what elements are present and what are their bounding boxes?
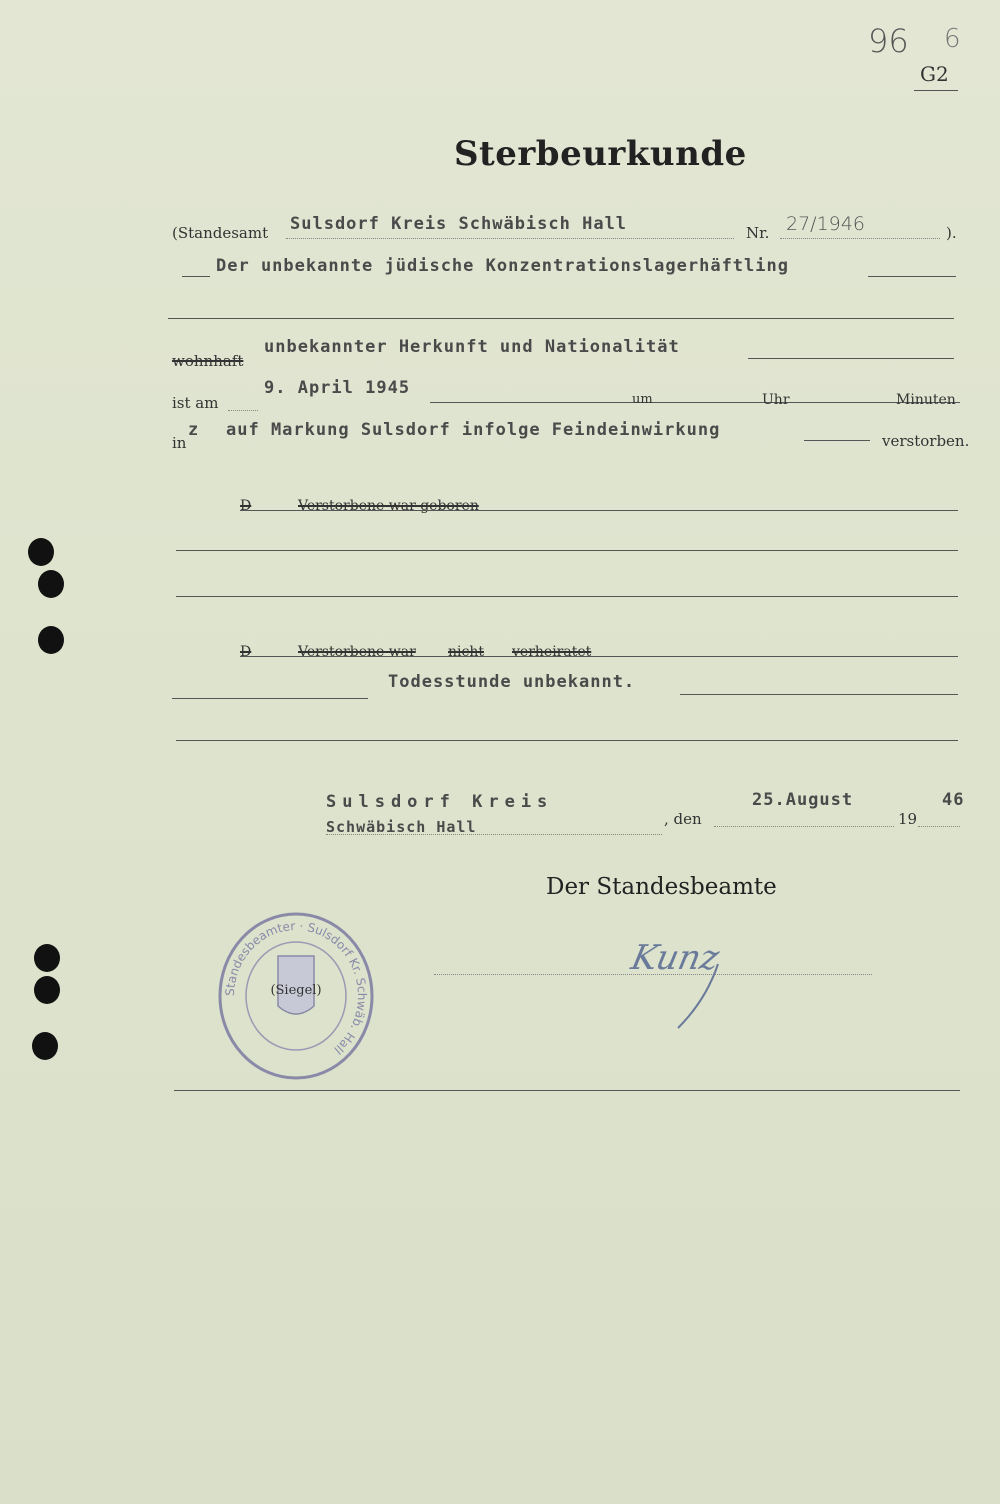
bottom-rule	[174, 1090, 960, 1091]
signature-stroke	[670, 960, 730, 1034]
punch-hole	[38, 626, 64, 654]
file-code: G2	[920, 62, 949, 86]
den-label: , den	[664, 810, 702, 828]
standesamt-line	[286, 238, 734, 239]
paren-close: ).	[946, 224, 957, 242]
sign-place-line1: Sulsdorf Kreis	[326, 792, 554, 812]
page-sub-number: 6	[944, 24, 961, 54]
nr-line	[780, 238, 940, 239]
blank-line-1	[168, 318, 954, 319]
punch-hole	[28, 538, 54, 566]
blank-line-4	[176, 740, 958, 741]
todesstunde-line-left	[172, 698, 368, 699]
wohnhaft-line	[748, 358, 954, 359]
verheiratet-word: verheiratet	[512, 644, 592, 660]
sign-place-line2: Schwäbisch Hall	[326, 818, 477, 836]
punch-hole	[34, 944, 60, 972]
ist-am-label: ist am	[172, 394, 219, 412]
in-label: in	[172, 434, 187, 452]
seal-label: (Siegel)	[270, 983, 322, 998]
sign-date-line	[714, 826, 894, 827]
geboren-line	[240, 510, 958, 511]
year-line	[918, 826, 960, 827]
punch-hole	[32, 1032, 58, 1060]
deceased-name: Der unbekannte jüdische Konzentrationslagerhäftling	[216, 256, 789, 276]
name-line-lead	[182, 276, 210, 277]
page-number: 96	[868, 22, 909, 60]
verheiratet-line	[240, 656, 958, 657]
document-title: Sterbeurkunde	[454, 134, 747, 174]
in-line	[804, 440, 870, 441]
nr-label: Nr.	[746, 224, 770, 242]
standesamt-value: Sulsdorf Kreis Schwäbisch Hall	[290, 214, 628, 234]
sign-place-line	[326, 834, 662, 835]
place-prefix: z	[188, 420, 200, 440]
um-label: um	[632, 392, 653, 407]
todesstunde-note: Todesstunde unbekannt.	[388, 672, 636, 692]
wohnhaft-label: wohnhaft	[172, 352, 244, 370]
punch-hole	[34, 976, 60, 1004]
todesstunde-line-right	[680, 694, 958, 695]
verstorben-label: verstorben.	[882, 432, 970, 450]
minuten-label: Minuten	[896, 392, 956, 408]
verheiratet-prefix: D	[240, 644, 252, 660]
wohnhaft-value: unbekannter Herkunft und Nationalität	[264, 337, 680, 357]
seal-ring-text: Standesbeamter · Sulsdorf Kr. Schwäb. Hall	[222, 918, 370, 1058]
file-code-underline	[914, 90, 958, 91]
year-prefix: 19	[898, 810, 918, 828]
geboren-label: Verstorbene war geboren	[298, 498, 479, 514]
official-seal	[216, 910, 376, 1082]
sign-date: 25.August	[752, 790, 854, 810]
nicht-label: nicht	[448, 644, 484, 660]
official-title: Der Standesbeamte	[546, 874, 777, 900]
signature: Kunz	[627, 938, 723, 978]
verheiratet-label: Verstorbene war	[298, 644, 416, 660]
punch-hole	[38, 570, 64, 598]
uhr-label: Uhr	[762, 392, 790, 408]
geboren-prefix: D	[240, 498, 252, 514]
standesamt-label: (Standesamt	[172, 224, 269, 242]
ist-am-dots	[228, 410, 258, 411]
name-line-tail	[868, 276, 956, 277]
death-place: auf Markung Sulsdorf infolge Feindeinwirkung	[226, 420, 721, 440]
ist-am-strike-line	[430, 402, 960, 403]
blank-line-2	[176, 550, 958, 551]
blank-line-3	[176, 596, 958, 597]
year-suffix: 46	[942, 790, 965, 810]
nr-value: 27/1946	[786, 213, 865, 235]
death-date: 9. April 1945	[264, 378, 411, 398]
